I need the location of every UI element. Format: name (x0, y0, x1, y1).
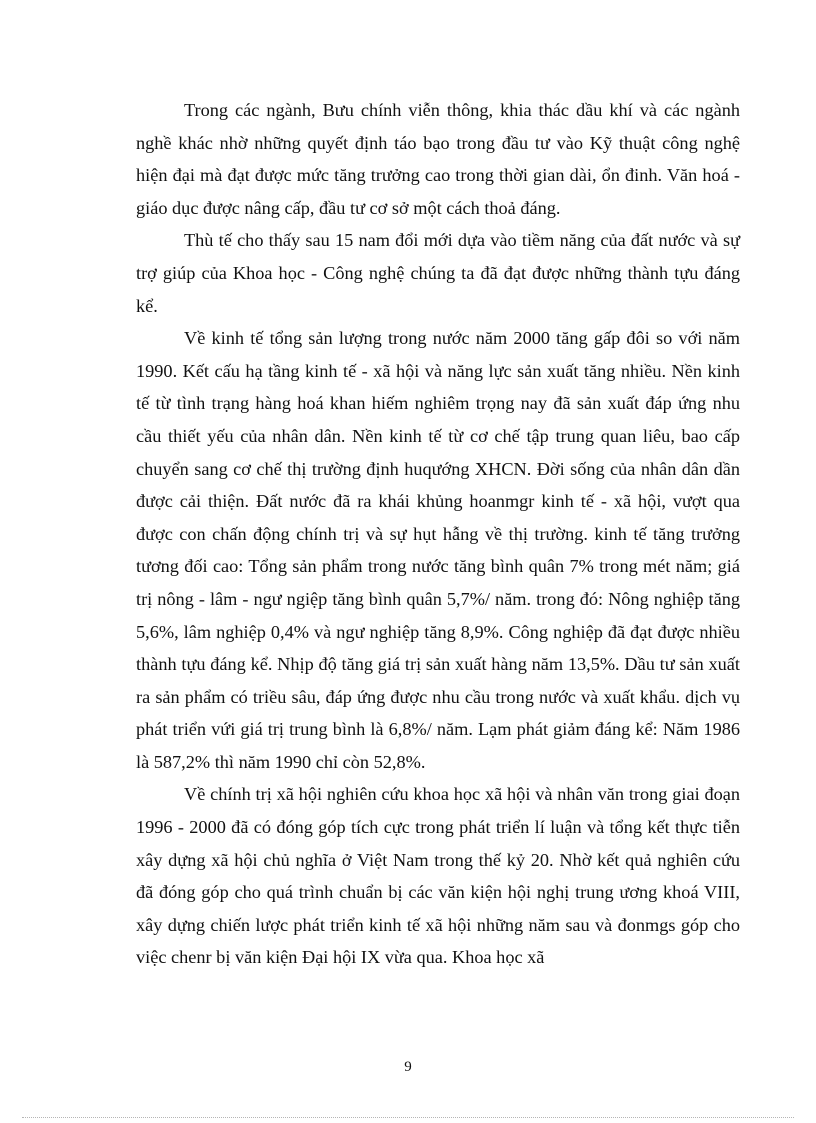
page-body (136, 94, 740, 974)
paragraph-1: Trong các ngành, Bưu chính viễn thông, khia thác dầu khí và các ngành nghề khác nhờ những quyết định táo bạo trong đầu tư vào Kỹ thuật công nghệ hiện đại mà đạt được mức tăng trưởng cao trong thời gian dài, ổn đinh. Văn hoá - giáo dục được nâng cấp, đầu tư cơ sở một cách thoả đáng. (136, 100, 740, 218)
page-bottom-divider (22, 1117, 794, 1118)
paragraph-3: Về kinh tế tổng sản lượng trong nước năm 2000 tăng gấp đôi so với năm 1990. Kết cấu hạ tầng kinh tế - xã hội và năng lực sản xuất tăng nhiều. Nền kinh tế từ tình trạng hàng hoá khan hiếm nghiêm trọng nay đã sản xuất đáp ứng nhu cầu thiết yếu của nhân dân. Nền kinh tế từ cơ chế tập trung quan liêu, bao cấp chuyển sang cơ chế thị trường định huqướng XHCN. Đời sống của nhân dân dần được cải thiện. Đất nước đã ra khái khủng hoanmgr kinh tế - xã hội, vượt qua được con chấn động chính trị và sự hụt hẫng về thị trường. kinh tế tăng trưởng tương đối cao: Tổng sản phẩm trong nước tăng bình quân 7% trong mét năm; giá trị nông - lâm - ngư ngiệp tăng bình quân 5,7%/ năm. trong đó: Nông nghiệp tăng 5,6%, lâm nghiệp 0,4% và ngư nghiệp tăng 8,9%. Công nghiệp đã đạt được nhiều thành tựu đáng kể. Nhịp độ tăng giá trị sản xuất hàng năm 13,5%. Dầu tư sản xuất ra sản phẩm có triều sâu, đáp ứng được nhu cầu trong nước và xuất khẩu. dịch vụ phát triển vứi giá trị trung bình là 6,8%/ năm. Lạm phát giảm đáng kể: Năm 1986 là 587,2% thì năm 1990 chỉ còn 52,8%. (136, 328, 740, 772)
paragraph-2: Thù tế cho thấy sau 15 nam đổi mới dựa vào tiềm năng của đất nước và sự trợ giúp của Khoa học - Công nghệ chúng ta đã đạt được những thành tựu đáng kể. (136, 230, 740, 316)
paragraph-4: Về chính trị xã hội nghiên cứu khoa học xã hội và nhân văn trong giai đoạn 1996 - 2000 đã có đóng góp tích cực trong phát triển lí luận và tổng kết thực tiễn xây dựng xã hội chủ nghĩa ở Việt Nam trong thế kỷ 20. Nhờ kết quả nghiên cứu đã đóng góp cho quá trình chuẩn bị các văn kiện hội nghị trung ương khoá VIII, xây dựng chiến lược phát triển kinh tế xã hội những năm sau và đonmgs góp cho việc chenr bị văn kiện Đại hội IX vừa qua. Khoa học xã (136, 784, 740, 968)
page-number: 9 (404, 1059, 412, 1075)
